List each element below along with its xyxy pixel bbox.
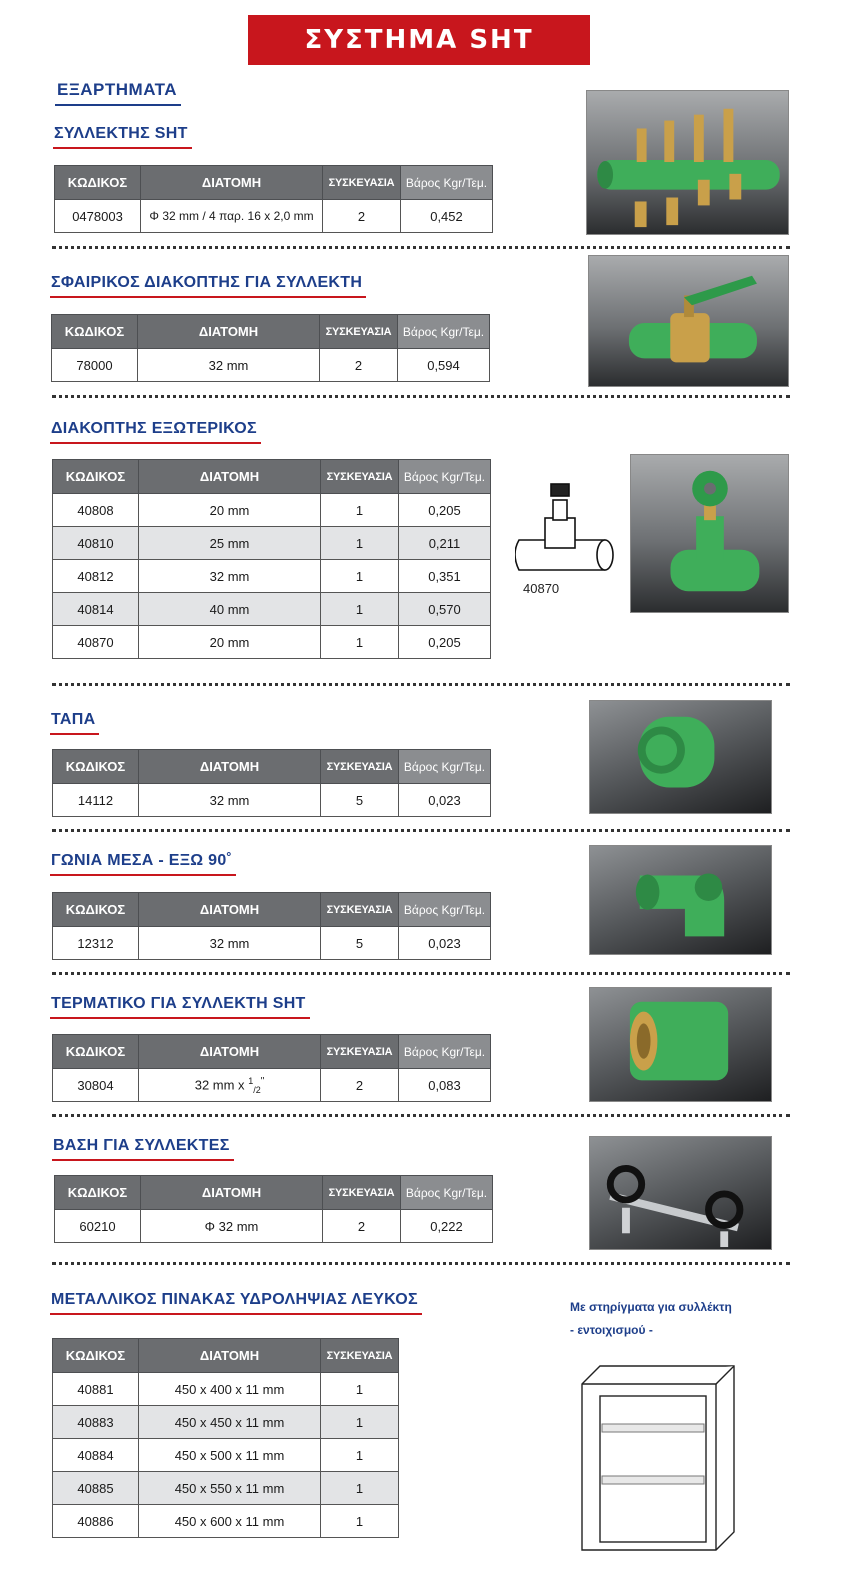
stop-valve-drawing [515,478,627,578]
col-header-code: ΚΩΔΙΚΟΣ [53,1035,139,1069]
cell-section [139,1069,321,1102]
cell-code: 60210 [55,1210,141,1243]
cell-code: 40885 [53,1472,139,1505]
col-header-package: ΣΥΣΚΕΥΑΣΙΑ [323,166,401,200]
valve-line-icon [515,478,627,578]
col-header-package: ΣΥΣΚΕΥΑΣΙΑ [321,750,399,784]
col-header-weight: Βάρος Kgr/Τεμ. [398,315,490,349]
cell-package: 1 [321,593,399,626]
table-header-row [55,166,493,200]
manifold-icon [587,91,788,234]
cell-code: 78000 [52,349,138,382]
table-header-row [53,750,491,784]
cell-code: 40808 [53,494,139,527]
col-header-package: ΣΥΣΚΕΥΑΣΙΑ [321,893,399,927]
cell-weight: 0,452 [401,200,493,233]
col-header-section: ΔΙΑΤΟΜΗ [139,460,321,494]
section-title-elbow: ΓΩΝΙΑ ΜΕΣΑ - ΕΞΩ 90˚ [51,852,233,869]
cell-section: 32 mm [139,927,321,960]
col-header-section: ΔΙΑΤΟΜΗ [141,1176,323,1210]
section-divider [52,1262,790,1265]
table-header-row [53,1035,491,1069]
cell-code: 40884 [53,1439,139,1472]
section-title-female-adapter: ΤΕΡΜΑΤΙΚΟ ΓΙΑ ΣΥΛΛΕΚΤΗ SHT [51,995,306,1012]
ball-valve-photo [588,255,789,387]
cell-code: 40870 [53,626,139,659]
table-row [53,1406,399,1439]
cell-section: 25 mm [139,527,321,560]
cell-weight: 0,205 [399,494,491,527]
cell-section: 20 mm [139,626,321,659]
cell-code: 0478003 [55,200,141,233]
table-row [53,560,491,593]
cell-weight: 0,351 [399,560,491,593]
cell-weight: 0,570 [399,593,491,626]
stop-valve-icon [631,455,788,612]
table-header-row [53,460,491,494]
section-title-stop-valve: ΔΙΑΚΟΠΤΗΣ ΕΞΩΤΕΡΙΚΟΣ [51,420,257,437]
section-divider [52,972,790,975]
cell-section: 450 x 500 x 11 mm [139,1439,321,1472]
table-row [55,200,493,233]
cell-code: 40881 [53,1373,139,1406]
fraction-numerator: 1 [248,1075,254,1086]
spec-table-end-cap [52,749,491,817]
cell-code: 40883 [53,1406,139,1439]
col-header-package: ΣΥΣΚΕΥΑΣΙΑ [323,1176,401,1210]
col-header-section: ΔΙΑΤΟΜΗ [139,893,321,927]
cabinet-line-icon [578,1362,738,1554]
col-header-code: ΚΩΔΙΚΟΣ [53,893,139,927]
cell-package: 1 [321,626,399,659]
table-row [53,494,491,527]
table-row [55,1210,493,1243]
end-cap-icon [590,701,771,813]
col-header-code: ΚΩΔΙΚΟΣ [53,750,139,784]
cell-weight: 0,594 [398,349,490,382]
table-row [53,626,491,659]
table-header-row [53,893,491,927]
cell-package: 1 [321,1439,399,1472]
table-row [53,1472,399,1505]
section-title-ball-valve: ΣΦΑΙΡΙΚΟΣ ΔΙΑΚΟΠΤΗΣ ΓΙΑ ΣΥΛΛΕΚΤΗ [51,274,363,291]
col-header-section: ΔΙΑΤΟΜΗ [139,750,321,784]
table-row [53,593,491,626]
table-row [53,927,491,960]
cell-code: 30804 [53,1069,139,1102]
section-title-cabinet: ΜΕΤΑΛΛΙΚΟΣ ΠΙΝΑΚΑΣ ΥΔΡΟΛΗΨΙΑΣ ΛΕΥΚΟΣ [51,1291,418,1308]
spec-table-elbow [52,892,491,960]
cell-code: 12312 [53,927,139,960]
cell-package: 1 [321,1373,399,1406]
cell-package: 2 [323,1210,401,1243]
spec-table-manifold [54,165,493,233]
manifold-photo [586,90,789,235]
table-row [53,1439,399,1472]
cell-weight: 0,023 [399,927,491,960]
col-header-weight: Βάρος Kgr/Τεμ. [399,893,491,927]
col-header-weight: Βάρος Kgr/Τεμ. [399,460,491,494]
table-row [53,784,491,817]
col-header-section: ΔΙΑΤΟΜΗ [141,166,323,200]
cell-section: 32 mm [139,784,321,817]
female-adapter-icon [590,988,771,1101]
cell-code: 40812 [53,560,139,593]
section-divider [52,683,790,686]
cell-package: 5 [321,784,399,817]
elbow-photo [589,845,772,955]
table-row [53,1505,399,1538]
drawing-code-label: 40870 [523,581,560,596]
table-header-row [55,1176,493,1210]
cell-package: 1 [321,527,399,560]
section-title-manifold: ΣΥΛΛΕΚΤΗΣ SHT [54,125,188,142]
cell-weight: 0,222 [401,1210,493,1243]
col-header-section: ΔΙΑΤΟΜΗ [139,1339,321,1373]
cell-section: 20 mm [139,494,321,527]
cell-package: 1 [321,560,399,593]
col-header-package: ΣΥΣΚΕΥΑΣΙΑ [320,315,398,349]
page-heading: ΕΞΑΡΤΗΜΑΤΑ [57,80,177,99]
section-divider [52,246,790,249]
cell-section: 450 x 550 x 11 mm [139,1472,321,1505]
col-header-code: ΚΩΔΙΚΟΣ [55,166,141,200]
inch-mark: " [260,1075,265,1087]
col-header-weight: Βάρος Kgr/Τεμ. [401,1176,493,1210]
cell-weight: 0,083 [399,1069,491,1102]
table-row [53,1373,399,1406]
section-title-end-cap: ΤΑΠΑ [51,711,96,728]
cell-package: 1 [321,494,399,527]
bracket-icon [590,1137,771,1249]
spec-table-cabinet [52,1338,399,1538]
col-header-weight: Βάρος Kgr/Τεμ. [399,750,491,784]
manifold-bracket-photo [589,1136,772,1250]
section-divider [52,1114,790,1117]
stop-valve-photo [630,454,789,613]
cell-section: 32 mm [138,349,320,382]
cell-weight: 0,211 [399,527,491,560]
col-header-code: ΚΩΔΙΚΟΣ [52,315,138,349]
table-row [53,1069,491,1102]
cell-code: 14112 [53,784,139,817]
col-header-weight: Βάρος Kgr/Τεμ. [399,1035,491,1069]
cell-section: 40 mm [139,593,321,626]
spec-table-bracket [54,1175,493,1243]
cell-code: 40886 [53,1505,139,1538]
cell-section: 450 x 400 x 11 mm [139,1373,321,1406]
cell-section: 32 mm [139,560,321,593]
col-header-code: ΚΩΔΙΚΟΣ [55,1176,141,1210]
spec-table-stop-valve [52,459,491,659]
col-header-code: ΚΩΔΙΚΟΣ [53,1339,139,1373]
female-adapter-photo [589,987,772,1102]
section-title-bracket: ΒΑΣΗ ΓΙΑ ΣΥΛΛΕΚΤΕΣ [53,1137,230,1154]
spec-table-female-adapter [52,1034,491,1102]
cell-package: 2 [320,349,398,382]
col-header-section: ΔΙΑΤΟΜΗ [138,315,320,349]
col-header-weight: Βάρος Kgr/Τεμ. [401,166,493,200]
cell-package: 1 [321,1472,399,1505]
cell-code: 40810 [53,527,139,560]
cabinet-note-line2: - εντοιχισμού - [570,1323,653,1337]
table-header-row [52,315,490,349]
cell-weight: 0,023 [399,784,491,817]
section-divider [52,829,790,832]
cabinet-note-line1: Με στηρίγματα για συλλέκτη [570,1300,732,1314]
table-row [53,527,491,560]
cell-section: Φ 32 mm / 4 παρ. 16 x 2,0 mm [141,200,323,233]
elbow-icon [590,846,771,954]
cell-weight: 0,205 [399,626,491,659]
col-header-package: ΣΥΣΚΕΥΑΣΙΑ [321,460,399,494]
col-header-section: ΔΙΑΤΟΜΗ [139,1035,321,1069]
table-header-row [53,1339,399,1373]
cell-section: Φ 32 mm [141,1210,323,1243]
end-cap-photo [589,700,772,814]
col-header-package: ΣΥΣΚΕΥΑΣΙΑ [321,1339,399,1373]
cell-package: 5 [321,927,399,960]
section-main-text: 32 mm x [194,1076,249,1092]
spec-table-ball-valve [51,314,490,382]
title-banner: ΣΥΣΤΗΜΑ SHT [248,15,590,65]
cell-section: 450 x 450 x 11 mm [139,1406,321,1439]
cell-package: 1 [321,1406,399,1439]
cell-package: 2 [323,200,401,233]
ball-valve-icon [589,256,788,386]
cell-code: 40814 [53,593,139,626]
cabinet-drawing [578,1362,738,1554]
cell-package: 1 [321,1505,399,1538]
section-divider [52,395,790,398]
table-row [52,349,490,382]
col-header-package: ΣΥΣΚΕΥΑΣΙΑ [321,1035,399,1069]
col-header-code: ΚΩΔΙΚΟΣ [53,460,139,494]
cell-section: 450 x 600 x 11 mm [139,1505,321,1538]
fraction-denominator: /2 [253,1084,261,1095]
cell-package: 2 [321,1069,399,1102]
